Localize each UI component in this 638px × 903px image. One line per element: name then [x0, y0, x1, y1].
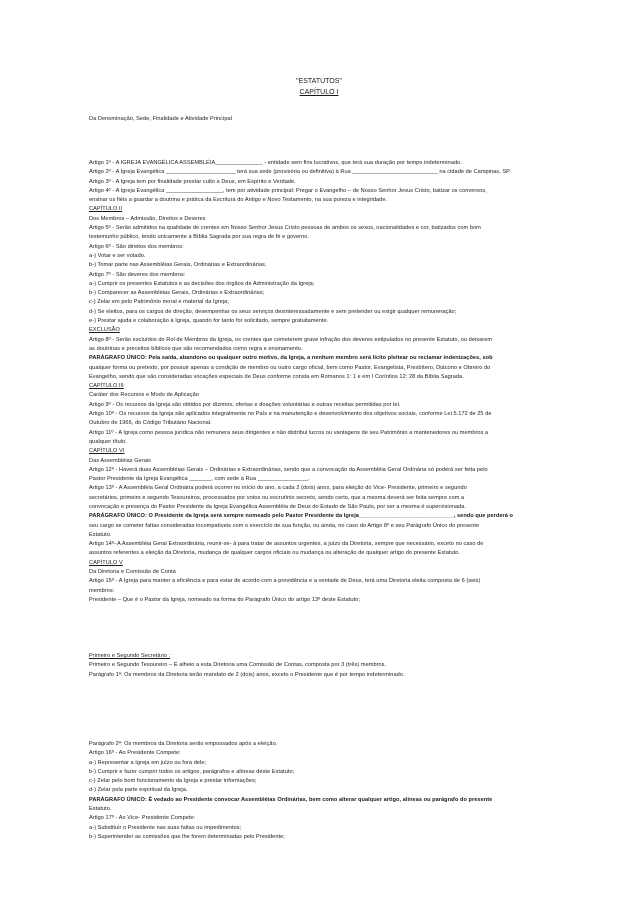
- text-line: a-) Cumprir os presentes Estatutos e as decisões dos órgãos de Administração da Igreja;: [89, 280, 315, 287]
- text-line: Evangelho, sendo que são consideradas vocações especiais de Deus conforme consta em Romanos 1: 1 e em I Coríntios 12: 28 da Bíblia Sagrada.: [89, 373, 464, 380]
- text-line: Artigo 12º - Haverá duas Assembléias Gerais – Ordinárias e Extraordinárias, sendo que a convocação da Assembléia Geral Ordinária só poderá ser feita pelo: [89, 466, 488, 473]
- text-line: Outubro de 1966, do Código Tributário Nacional.: [89, 420, 212, 427]
- text-line: Artigo 7º - São deveres dos membros:: [89, 271, 186, 278]
- text-line: a-) Representar a Igreja em juízo ou fora dele;: [89, 759, 207, 766]
- chapter-heading: CAPÍTULO II: [89, 206, 123, 213]
- text-line: Primeiro e Segundo Tesoureiro – É alheio a esta Diretoria uma Comissão de Contas, composta por 3 (três) membros.: [89, 662, 387, 669]
- text-line: Presidente – Que é o Pastor da Igreja, nomeado na forma do Parágrafo Único do artigo 13º deste Estatuto;: [89, 596, 360, 603]
- text-line: Artigo 16º - Ao Presidente Compete:: [89, 750, 181, 757]
- text-line: PARÁGRAFO ÚNICO: O Presidente da Igreja será sempre nomeado pelo Pastor Presidente da Igreja______________________________, sendo que perderá o: [89, 513, 513, 520]
- text-line: Artigo 15º - A Igreja para manter a eficiência e para estar de acordo com a providência e a vontade de Deus, terá uma Diretoria eleita composta de 6 (seis): [89, 578, 481, 585]
- text-line: ensinar os fiéis a guardar a doutrina e prática da Escritura do Antigo e Novo Testamento, na sua pureza e integridade.: [89, 197, 388, 204]
- text-line: a-) Votar e ser votado.: [89, 252, 146, 259]
- text-line: b-) Comparecer as Assembléias Gerais, Ordinárias e Extraordinárias;: [89, 290, 265, 297]
- chapter-heading: CAPÍTULO I: [299, 89, 339, 96]
- document-title: "ESTATUTOS": [296, 78, 342, 85]
- text-line: c-) Zelar em pelo Patrimônio moral e material da Igreja;: [89, 299, 229, 306]
- section-heading: EXCLUSÃO: [89, 327, 120, 334]
- text-line: seu cargo se cometer faltas consideradas incompatíveis com o exercício de sua função, ou ainda, no caso do Artigo 8º e seu Parágrafo Único do presente: [89, 522, 480, 529]
- text-line: Estatuto.: [89, 531, 112, 538]
- text-line: membros:: [89, 587, 115, 594]
- text-line: Parágrafo 2º: Os membros da Diretoria serão empossados após a eleição.: [89, 741, 278, 747]
- text-line: Artigo 8º - Serão excluídos do Rol de Membros da Igreja, os crentes que cometerem grave infração dos deveres estipulados no presente Estatuto, ou deixarem: [89, 336, 493, 343]
- text-line: b-) Tomar parte nas Assembléias Gerais, Ordinárias e Extraordinárias.: [89, 262, 267, 269]
- text-line: Da Diretoria e Comissão de Conta: [89, 569, 176, 576]
- text-line: testemunho público, tendo unicamente a Bíblia Sagrada por sua regra de fé e governo.: [89, 234, 310, 241]
- text-line: Pastor Presidente da Igreja Evangélica _______, com sede à Rua ________________.: [89, 476, 310, 483]
- text-line: b-) Superintender as comissões que lhe forem determinadas pelo Presidente;: [89, 833, 285, 840]
- text-line: qualquer forma ou pretexto, por possuir apenas a condição de membro ou outro cargo oficial, bem como Pastor, Evangelista, Presbítero, Diácono e Obreiro do: [89, 364, 491, 371]
- text-line: c-) Zelar pelo bom funcionamento da Igreja e prestar informações;: [89, 778, 257, 785]
- text-line: secretários, primeiro e segundo Tesoureiros, processados por votos ou escrutínio secreto, sendo certo, que a mesma deverá ser feita sempre com a: [89, 494, 465, 501]
- text-line: Artigo 17º - Ao Vice- Presidente Compete:: [89, 815, 196, 822]
- text-line: Artigo 6º - São direitos dos membros:: [89, 243, 184, 250]
- text-line: Primeiro e Segundo Secretário :: [89, 653, 171, 659]
- chapter-heading: CAPÍTULO III: [89, 383, 124, 390]
- text-line: d-) Se eleitos, para os cargos de direção, desempenhar os seus serviços desinteressadamente e sem pretender ou exigir qualquer remuneração;: [89, 308, 457, 315]
- text-line: Artigo 11º - A Igreja como pessoa jurídica não remunera seus dirigentes e não distribui lucros ou vantagens de seu Patrimônio a mantenedores ou membros a: [89, 429, 489, 436]
- text-line: Artigo 9º - Os recursos da Igreja são obtidos por dízimos, ofertas e doações voluntárias e outras receitas permitidas por lei.: [89, 401, 401, 408]
- text-line: convocação e presença do Pastor Presidente da Igreja Evangélica Assembléia de Deus do Estado de São Paulo, por ser a mesma é supervisionada.: [89, 503, 467, 510]
- text-line: Artigo 5º - Serão admitidos na qualidade de crentes em Nosso Senhor Jesus Cristo pessoas de ambos os sexos, nacionalidades e cor, batizados com bom: [89, 225, 481, 232]
- chapter-heading: CAPÍTULO VI: [89, 448, 125, 455]
- text-line: Artigo 3º - A Igreja tem por finalidade prestar culto a Deus, em Espírito e Verdade.: [89, 178, 296, 185]
- text-line: b-) Cumprir e fazer cumprir todos os artigos, parágrafos e alíneas deste Estatuto;: [89, 768, 295, 775]
- text-line: Artigo 10º - Os recursos da Igreja são aplicados integralmente no País e na manutenção e desenvolvimento dos objetivos sociais, conforme Lei 5.172 de 25 de: [89, 411, 492, 418]
- text-line: Artigo 14º- A Assembléia Geral Extraordinária, reunir-se- à para tratar de assuntos urgentes, a juízo da Diretoria, sempre que necessário, exceto no caso de: [89, 541, 484, 548]
- text-line: Dos Membros – Admissão, Direitos e Deveres: [89, 215, 206, 222]
- text-line: Artigo 4º - A Igreja Evangélica __________________, tem por atividade principal: Pregar o Evangelho – de Nosso Senhor Jesus Cristo, batizar os conversos,: [89, 187, 487, 194]
- text-line: Artigo 13º - A Assembléia Geral Ordinária poderá ocorrer no início do ano, a cada 2 (dois) anos, para eleição do Vice- Presidente, primeiro e segundo: [89, 485, 467, 492]
- text-line: a-) Substituir o Presidente nas suas faltas ou impedimentos;: [89, 824, 242, 831]
- chapter-heading: CAPÍTULO V: [89, 559, 123, 566]
- text-line: Artigo 1º - A IGREJA EVANGÉLICA ASSEMBLÉIA_______________ - entidade sem fins lucrativos, que terá sua duração por tempo indeterminado.: [89, 160, 462, 166]
- text-line: qualquer título.: [89, 438, 127, 445]
- text-line: d-) Zelar pela parte espiritual da Igreja.: [89, 787, 188, 794]
- text-line: PARÁGRAFO ÚNICO: É vedado ao Presidente convocar Assembléias Ordinárias, bem como alterar qualquer artigo, alíneas ou parágrafo do presente: [89, 796, 493, 803]
- text-line: Estatuto.: [89, 806, 112, 813]
- text-line: Artigo 2º - A Igreja Evangélica ______________________ terá sua sede (provisória ou definitiva) à Rua ___________________________ na cidade de Campinas, SP.: [89, 169, 511, 176]
- articles-block: [89, 159, 549, 605]
- text-line: as doutrinas e preceitos bíblicos que são recomendados como regra e ensinamento.: [89, 345, 303, 352]
- text-line: Parágrafo 1º: Os membros da Diretoria terão mandato de 2 (dois) anos, exceto o Presidente que é por tempo indeterminado.: [89, 671, 405, 678]
- text-line: Caráter dos Recursos e Modo de Aplicação: [89, 392, 199, 399]
- president-block: [89, 740, 549, 842]
- text-line: PARÁGRAFO ÚNICO: Pela saída, abandono ou qualquer outro motivo, da Igreja, a nenhum membro será lícito pleitear ou reclamar indenizações, sob: [89, 355, 493, 362]
- text-line: e-) Prestar ajuda e colaboração à Igreja, quando for tanto for solicitado, sempre gratuitamente.: [89, 318, 329, 325]
- intro-line: Da Denominação, Sede, Finalidade e Atividade Principal: [89, 116, 232, 122]
- text-line: assuntos referentes a eleição da Diretoria, mudança de qualquer cargos oficiais ou mudança ou alteração de qualquer artigo do presente Estatuto.: [89, 550, 461, 557]
- officers-block: [89, 652, 549, 680]
- text-line: Das Assembléias Gerais: [89, 457, 152, 464]
- intro-block: [89, 115, 549, 124]
